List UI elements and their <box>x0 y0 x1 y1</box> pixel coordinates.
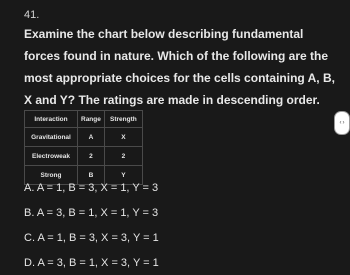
option-b[interactable]: B. A = 3, B = 1, X = 1, Y = 3 <box>24 207 159 219</box>
question-number: 41. <box>24 9 40 21</box>
chevron-right-icon[interactable]: › <box>342 120 345 126</box>
table-row <box>25 128 143 147</box>
table-cell: Gravitational <box>25 128 78 147</box>
table-cell: A <box>78 128 105 147</box>
table-cell: Y <box>104 166 142 185</box>
table-row <box>25 147 143 166</box>
chevron-left-icon[interactable]: ‹ <box>339 120 342 126</box>
forces-table <box>24 110 143 185</box>
table-cell: X <box>104 128 142 147</box>
table-header-row <box>25 111 143 128</box>
table-cell: B <box>78 166 105 185</box>
table-cell: Electroweak <box>25 147 78 166</box>
table-cell: 2 <box>104 147 142 166</box>
option-a[interactable]: A. A = 1, B = 3, X = 1, Y = 3 <box>24 182 159 194</box>
table-cell: 2 <box>78 147 105 166</box>
table-cell: Strong <box>25 166 78 185</box>
option-d[interactable]: D. A = 3, B = 1, X = 3, Y = 1 <box>24 257 159 269</box>
question-text: Examine the chart below describing fundamental forces found in nature. Which of the following are the most appropriate choices for the cells containing A, B, X and Y? The ratings are made in descending order. <box>24 27 335 107</box>
option-c[interactable]: C. A = 1, B = 3, X = 3, Y = 1 <box>24 232 159 244</box>
carousel-arrows-icon[interactable] <box>334 111 350 135</box>
header-strength: Strength <box>104 111 142 128</box>
header-range: Range <box>78 111 105 128</box>
header-interaction: Interaction <box>25 111 78 128</box>
